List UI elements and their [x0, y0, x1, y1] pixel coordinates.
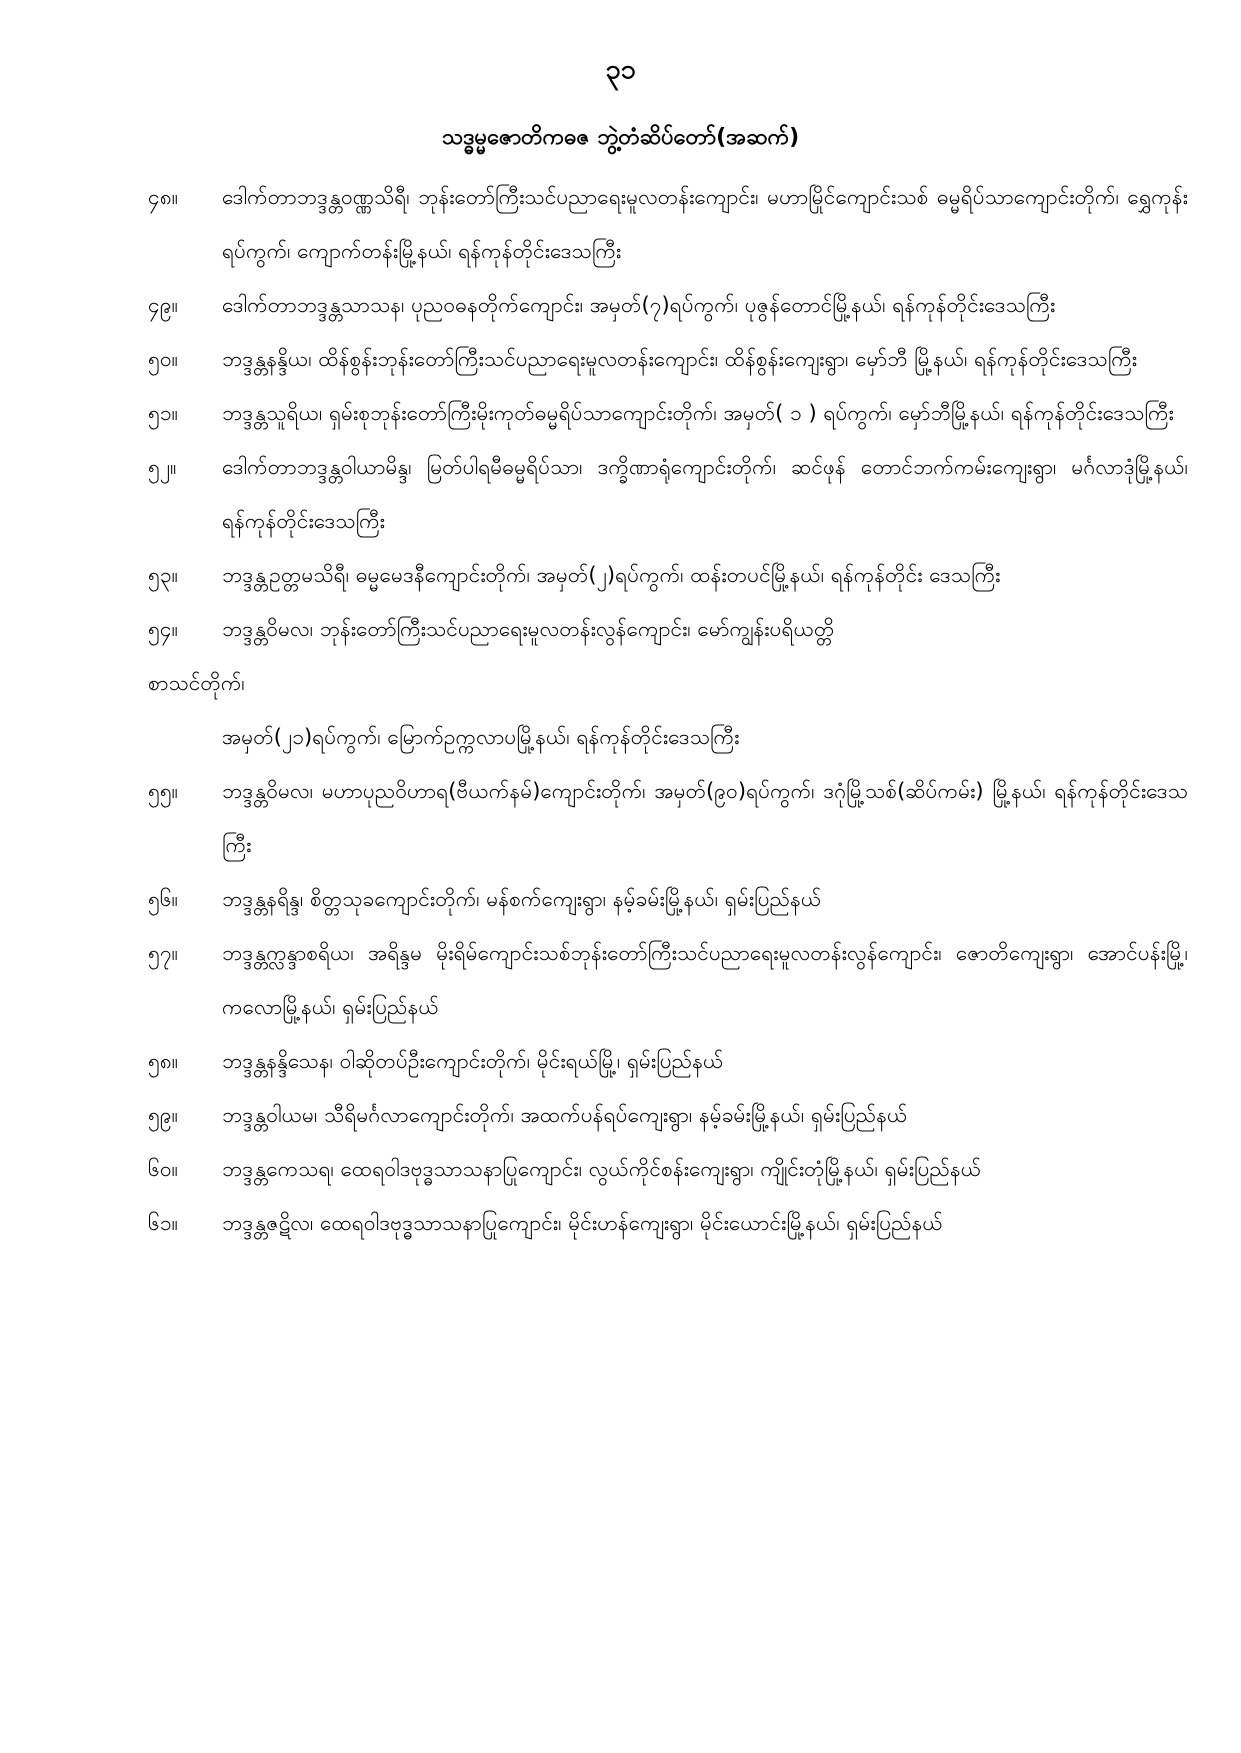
list-item	[0, 278, 1241, 332]
entry-number: ၅၉။	[148, 1103, 178, 1127]
entry-text: ဘဒ္ဒန္တနရိန္ဒ၊ စိတ္တသုခကျောင်းတိုက်၊ မန်စက်ကျေးရွာ၊ နမ့်ခမ်းမြို့နယ်၊ ရှမ်းပြည်နယ်	[222, 887, 822, 911]
entry-number: ၅၆။	[148, 887, 178, 911]
entry-number: ၅၅။	[148, 779, 178, 803]
entry-text-wrap: စာသင်တိုက်၊	[148, 671, 245, 695]
entry-text: ဘဒ္ဒန္တဇဋိလ၊ ထေရဝါဒဗုဒ္ဓသာသနာပြုကျောင်း၊ မိုင်းဟန်ကျေးရွာ၊ မိုင်းယောင်းမြို့နယ်၊ ရှမ်းပြည်နယ်	[222, 1211, 943, 1235]
entry-number: ၆၀။	[148, 1157, 178, 1181]
list-item	[0, 386, 1241, 440]
entry-number: ၅၀။	[148, 347, 178, 371]
entry-number: ၅၈။	[148, 1049, 179, 1073]
entry-text: ဘဒ္ဒန္တဝါယမ၊ သီရိမင်္ဂလာကျောင်းတိုက်၊ အထက်ပန်ရပ်ကျေးရွာ၊ နမ့်ခမ်းမြို့နယ်၊ ရှမ်းပြည်နယ်	[222, 1103, 908, 1127]
entry-text: ဘဒ္ဒန္တဝိမလ၊ မဟာပုညဝိဟာရ(ဗီယက်နမ်)ကျောင်းတိုက်၊ အမှတ်(၉၀)ရပ်ကွက်၊ ဒဂုံမြို့သစ်(ဆိပ်ကမ်း) မြို့နယ်၊ ရန်ကုန်တိုင်းဒေသကြီး	[222, 779, 1188, 857]
list-item	[0, 440, 1241, 548]
entry-number: ၄၉။	[148, 293, 178, 317]
list-item	[0, 170, 1241, 278]
page-number: ၃၁	[605, 54, 636, 85]
entry-text: ဒေါက်တာဘဒ္ဒန္တဝဏ္ဏသိရီ၊ ဘုန်းတော်ကြီးသင်ပညာရေးမူလတန်းကျောင်း၊ မဟာမြိုင်ကျောင်းသစ် ဓမ္မရိပ်သာကျောင်းတိုက်၊ ရွှေကုန်းရပ်ကွက်၊ ကျောက်တန်းမြို့နယ်၊ ရန်ကုန်တိုင်းဒေသကြီး	[222, 185, 1188, 263]
list-item	[0, 548, 1241, 602]
entry-number: ၆၁။	[148, 1211, 178, 1235]
list-item	[0, 1088, 1241, 1142]
entry-text-continuation: အမှတ်(၂၁)ရပ်ကွက်၊ မြောက်ဥက္ကလာပမြို့နယ်၊ ရန်ကုန်တိုင်းဒေသကြီး	[222, 725, 740, 749]
list-item	[0, 1034, 1241, 1088]
list-item	[0, 602, 1241, 764]
list-item	[0, 1142, 1241, 1196]
entry-number: ၅၃။	[148, 563, 178, 587]
list-item	[0, 926, 1241, 1034]
entry-text: ဘဒ္ဒန္တနန္ဒိယ၊ ထိန်စွန်းဘုန်းတော်ကြီးသင်ပညာရေးမူလတန်းကျောင်း၊ ထိန်စွန်းကျေးရွာ၊ မှော်ဘီ မြို့နယ်၊ ရန်ကုန်တိုင်းဒေသကြီး	[222, 347, 1138, 371]
entry-text: ဘဒ္ဒန္တဥတ္တမသိရီ၊ ဓမ္မမေဒနီကျောင်းတိုက်၊ အမှတ်(၂)ရပ်ကွက်၊ ထန်းတပင်မြို့နယ်၊ ရန်ကုန်တိုင်း ဒေသကြီး	[222, 563, 1001, 587]
entry-number: ၅၁။	[148, 401, 178, 425]
list-item	[0, 764, 1241, 872]
entry-text: ဘဒ္ဒန္တဝိမလ၊ ဘုန်းတော်ကြီးသင်ပညာရေးမူလတန်းလွန်ကျောင်း၊ မော်ကျွန်းပရိယတ္တိ	[222, 617, 835, 641]
entry-number: ၅၄။	[148, 617, 178, 641]
entry-text: ဘဒ္ဒန္တသူရိယ၊ ရှမ်းစုဘုန်းတော်ကြီးမိုးကုတ်ဓမ္မရိပ်သာကျောင်းတိုက်၊ အမှတ်( ၁ ) ရပ်ကွက်၊ မှော်ဘီမြို့နယ်၊ ရန်ကုန်တိုင်းဒေသကြီး	[222, 401, 1174, 425]
list-item	[0, 332, 1241, 386]
entry-number: ၅၂။	[148, 455, 177, 479]
entry-text: ဒေါက်တာဘဒ္ဒန္တသာသန၊ ပုညဝဓနတိုက်ကျောင်း၊ အမှတ်(၇)ရပ်ကွက်၊ ပုဇွန်တောင်မြို့နယ်၊ ရန်ကုန်တိုင်းဒေသကြီး	[222, 293, 1056, 317]
list-item	[0, 872, 1241, 926]
entry-number: ၄၈။	[148, 185, 179, 209]
entry-text: ဘဒ္ဒန္တက္လန္ဒာစရိယ၊ အရိန္ဒမ မိုးရိမ်ကျောင်းသစ်ဘုန်းတော်ကြီးသင်ပညာရေးမူလတန်းလွန်ကျောင်း၊ ဇောတိကျေးရွာ၊ အောင်ပန်းမြို့၊ ကလောမြို့နယ်၊ ရှမ်းပြည်နယ်	[222, 941, 1188, 1019]
list-item	[0, 1196, 1241, 1250]
entry-text: ဘဒ္ဒန္တနန္ဒိသေန၊ ဝါဆိုတပ်ဦးကျောင်းတိုက်၊ မိုင်းရယ်မြို့၊ ရှမ်းပြည်နယ်	[222, 1049, 724, 1073]
entry-text: ဘဒ္ဒန္တကေသရ၊ ထေရဝါဒဗုဒ္ဓသာသနာပြုကျောင်း၊ လွယ်ကိုင်စန်းကျေးရွာ၊ ကျိုင်းတုံမြို့နယ်၊ ရှမ်းပြည်နယ်	[222, 1157, 982, 1181]
entry-number: ၅၇။	[148, 941, 178, 965]
entry-text: ဒေါက်တာဘဒ္ဒန္တဝါယာမိန္ဒ၊ မြတ်ပါရမီဓမ္မရိပ်သာ၊ ဒက္ခိဏာရုံကျောင်းတိုက်၊ ဆင်ဖုန် တောင်ဘက်ကမ်းကျေးရွာ၊ မင်္ဂလာဒုံမြို့နယ်၊ ရန်ကုန်တိုင်းဒေသကြီး	[222, 455, 1188, 533]
entry-list	[0, 170, 1241, 1250]
section-title: သဒ္ဓမ္မဇောတိကဓဇ ဘွဲ့တံဆိပ်တော်(အဆက်)	[441, 125, 800, 150]
